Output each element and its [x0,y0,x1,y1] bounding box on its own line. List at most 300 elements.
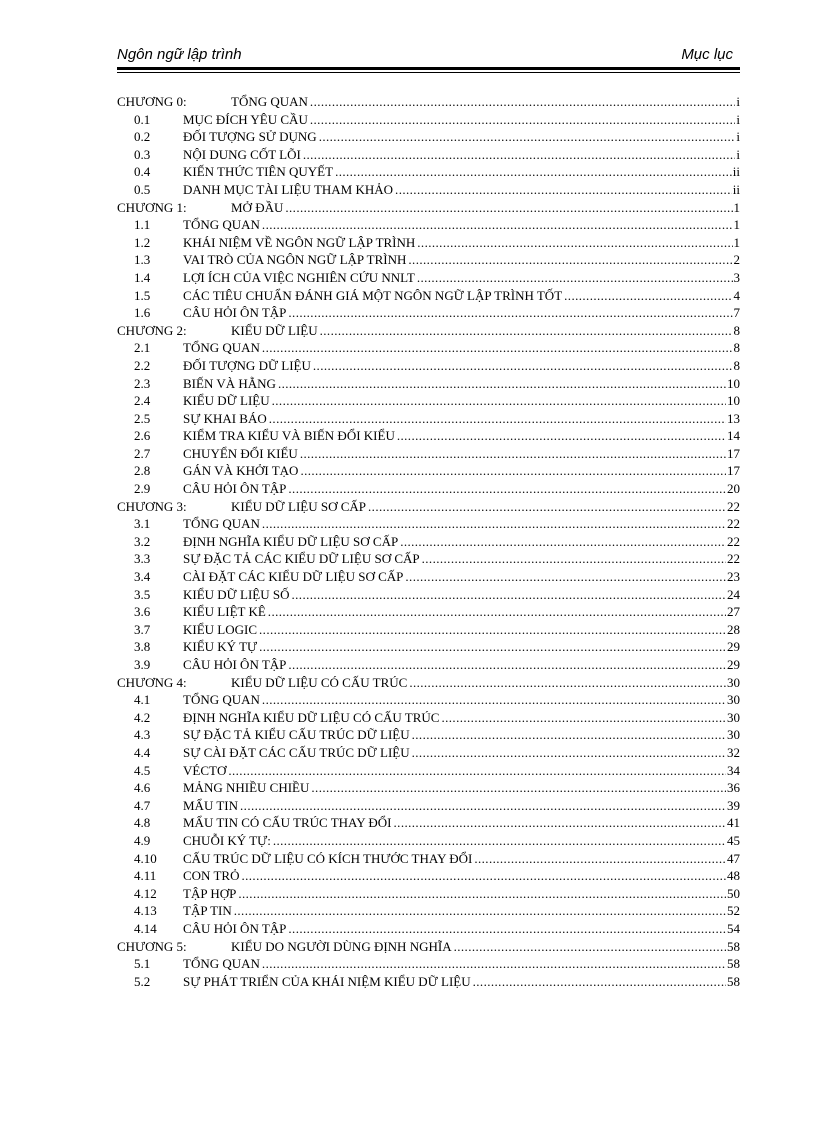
toc-entry-page-number: 41 [727,815,740,831]
toc-dot-leader [564,287,732,305]
toc-entry-leader [183,603,740,621]
toc-dot-leader [441,709,726,727]
toc-entry-number: 4.11 [134,868,157,884]
toc-entry-number: 4.5 [134,762,151,778]
toc-entry-page-number: 58 [727,938,740,954]
toc-entry-page-number: 10 [727,393,740,409]
toc-entry-leader [183,480,740,498]
toc-entry-number: 3.5 [134,586,151,602]
toc-entry-number: 3.9 [134,657,151,672]
toc-entry-page-number: 22 [727,533,740,549]
toc-entry-title: KIỂU DỮ LIỆU [231,322,318,338]
toc-dot-leader [473,973,726,991]
toc-entry-title: GÁN VÀ KHỞI TẠO [183,463,299,479]
toc-entry-title: SỰ PHÁT TRIỂN CỦA KHÁI NIỆM KIỂU DỮ LIỆU [183,973,471,989]
toc-entry-number: 3.7 [134,621,151,637]
toc-entry-page-number: 50 [727,885,740,901]
toc-entry-leader [183,832,740,850]
toc-dot-leader [288,480,726,498]
toc-entry-number: 1.2 [134,234,151,250]
toc-entry-leader [231,199,740,217]
toc-entry-title: KIỂU DỮ LIỆU [183,393,270,409]
toc-entry-leader [183,375,740,393]
toc-entry-number: 2.6 [134,428,151,444]
toc-section-entry [117,410,740,428]
toc-section-entry [117,304,740,322]
toc-dot-leader [228,762,726,780]
toc-entry-title: TỔNG QUAN [183,692,260,708]
toc-entry-leader [183,621,740,639]
toc-section-entry [117,691,740,709]
toc-entry-page-number: 30 [727,674,740,690]
toc-dot-leader [269,410,726,428]
toc-entry-leader [183,304,740,322]
toc-dot-leader [259,621,726,639]
toc-section-entry [117,181,740,199]
toc-dot-leader [262,955,726,973]
toc-section-entry [117,797,740,815]
toc-entry-page-number: 29 [727,639,740,655]
toc-entry-page-number: 24 [727,586,740,602]
toc-dot-leader [311,779,726,797]
toc-entry-page-number: 3 [733,269,740,285]
toc-entry-leader [183,779,740,797]
toc-entry-page-number: 1 [733,234,740,250]
toc-entry-number: 5.2 [134,973,151,989]
toc-entry-title: KHÁI NIỆM VỀ NGÔN NGỮ LẬP TRÌNH [183,234,416,250]
toc-entry-leader [183,445,740,463]
toc-entry-title: SỰ CÀI ĐẶT CÁC CẤU TRÚC DỮ LIỆU [183,744,410,760]
toc-chapter-entry [117,674,740,692]
toc-section-entry [117,427,740,445]
toc-dot-leader [335,163,732,181]
toc-entry-title: DANH MỤC TÀI LIỆU THAM KHẢO [183,181,394,197]
toc-entry-page-number: 39 [727,797,740,813]
toc-entry-title: KIỂU DO NGƯỜI DÙNG ĐỊNH NGHĨA [231,938,452,954]
toc-entry-number: 0.1 [134,111,151,127]
toc-entry-number: 2.5 [134,410,151,426]
toc-entry-page-number: 29 [727,657,740,672]
toc-entry-number: CHƯƠNG 0: [117,94,187,109]
toc-section-entry [117,832,740,850]
toc-entry-leader [183,216,740,234]
toc-section-entry [117,111,740,129]
toc-entry-number: 2.3 [134,375,151,391]
toc-section-entry [117,251,740,269]
toc-entry-number: CHƯƠNG 5: [117,938,187,954]
toc-entry-number: 4.8 [134,815,151,831]
toc-entry-page-number: 8 [733,340,740,356]
toc-chapter-entry [117,93,740,111]
toc-section-entry [117,445,740,463]
toc-dot-leader [262,691,726,709]
toc-entry-page-number: i [736,94,740,109]
toc-entry-leader [183,709,740,727]
toc-section-entry [117,568,740,586]
toc-entry-title: CÂU HỎI ÔN TẬP [183,481,287,497]
toc-dot-leader [288,304,732,322]
toc-entry-page-number: 17 [727,463,740,479]
toc-entry-leader [231,93,740,111]
toc-dot-leader [259,638,726,656]
toc-entry-leader [183,762,740,780]
toc-entry-number: 2.7 [134,445,151,461]
toc-dot-leader [303,146,736,164]
toc-dot-leader [368,498,726,516]
toc-entry-title: CÂU HỎI ÔN TẬP [183,657,287,672]
toc-entry-number: 0.4 [134,164,151,180]
toc-entry-leader [183,533,740,551]
toc-entry-number: CHƯƠNG 4: [117,674,187,690]
toc-section-entry [117,920,740,938]
toc-entry-number: 2.2 [134,357,151,373]
toc-chapter-entry [117,938,740,956]
toc-section-entry [117,850,740,868]
toc-entry-number: 0.5 [134,181,151,197]
toc-entry-number: 1.4 [134,269,151,285]
toc-entry-number: 2.9 [134,481,151,497]
toc-entry-number: 0.3 [134,146,151,162]
toc-entry-title: KIỂU DỮ LIỆU SỐ [183,586,290,602]
toc-entry-number: CHƯƠNG 1: [117,199,187,215]
toc-entry-title: TẬP TIN [183,903,232,919]
toc-entry-leader [183,867,740,885]
toc-entry-leader [231,498,740,516]
toc-entry-number: 3.8 [134,639,151,655]
toc-entry-title: KIỂU KÝ TỰ [183,639,258,655]
toc-entry-leader [183,726,740,744]
toc-dot-leader [310,93,735,111]
toc-entry-leader [183,902,740,920]
toc-dot-leader [238,885,726,903]
toc-dot-leader [474,850,726,868]
toc-entry-page-number: i [736,111,740,127]
toc-entry-page-number: i [736,129,740,145]
toc-entry-title: LỢI ÍCH CỦA VIỆC NGHIÊN CỨU NNLT [183,269,415,285]
toc-section-entry [117,814,740,832]
toc-section-entry [117,621,740,639]
toc-entry-title: CÂU HỎI ÔN TẬP [183,920,287,936]
toc-section-entry [117,128,740,146]
toc-entry-page-number: 17 [727,445,740,461]
toc-entry-number: 4.1 [134,692,151,708]
toc-entry-page-number: 4 [733,287,740,303]
toc-section-entry [117,234,740,252]
toc-entry-leader [183,691,740,709]
toc-entry-number: 5.1 [134,956,151,972]
toc-entry-title: CON TRỎ [183,868,240,884]
toc-entry-leader [183,850,740,868]
toc-entry-number: 3.3 [134,551,151,567]
toc-section-entry [117,392,740,410]
toc-dot-leader [300,462,726,480]
toc-entry-title: MẢNG NHIỀU CHIỀU [183,780,310,796]
toc-dot-leader [292,586,727,604]
toc-chapter-entry [117,322,740,340]
toc-entry-number: 2.1 [134,340,151,356]
header-rule-thick [117,67,740,70]
toc-entry-leader [183,515,740,533]
toc-entry-page-number: 2 [733,252,740,268]
toc-dot-leader [409,674,726,692]
page-header [117,44,737,64]
toc-section-entry [117,339,740,357]
toc-entry-number: 0.2 [134,129,151,145]
toc-entry-page-number: 8 [733,322,740,338]
toc-entry-leader [183,797,740,815]
table-of-contents [117,93,740,990]
toc-entry-number: 3.4 [134,569,151,585]
toc-section-entry [117,955,740,973]
toc-entry-leader [183,111,740,129]
toc-dot-leader [285,199,732,217]
toc-entry-page-number: 27 [727,604,740,620]
toc-entry-number: 4.10 [134,850,157,866]
toc-entry-number: 1.5 [134,287,151,303]
toc-entry-page-number: 52 [727,903,740,919]
toc-entry-leader [231,938,740,956]
toc-entry-title: BIẾN VÀ HẰNG [183,375,276,391]
toc-entry-number: CHƯƠNG 3: [117,498,187,514]
toc-entry-page-number: 10 [727,375,740,391]
toc-entry-page-number: 13 [727,410,740,426]
toc-entry-page-number: 1 [733,217,740,233]
toc-entry-title: ĐỊNH NGHĨA KIỂU DỮ LIỆU SƠ CẤP [183,533,399,549]
toc-section-entry [117,216,740,234]
toc-entry-number: 4.4 [134,744,151,760]
toc-entry-leader [231,674,740,692]
toc-entry-title: KIỂU LIỆT KÊ [183,604,266,620]
toc-dot-leader [319,128,736,146]
toc-dot-leader [412,744,726,762]
toc-dot-leader [422,550,726,568]
toc-entry-page-number: 48 [727,868,740,884]
toc-entry-number: 4.2 [134,709,151,725]
toc-entry-number: 4.6 [134,780,151,796]
toc-dot-leader [300,445,726,463]
toc-entry-title: MẨU TIN [183,797,239,813]
toc-entry-title: CÀI ĐẶT CÁC KIỂU DỮ LIỆU SƠ CẤP [183,569,404,585]
toc-entry-leader [231,322,740,340]
toc-entry-number: 3.2 [134,533,151,549]
toc-entry-title: KIỂU DỮ LIỆU CÓ CẤU TRÚC [231,674,408,690]
toc-entry-page-number: 14 [727,428,740,444]
toc-entry-title: TỔNG QUAN [183,516,260,532]
toc-entry-page-number: 54 [727,920,740,936]
toc-entry-page-number: 34 [727,762,740,778]
toc-entry-page-number: 47 [727,850,740,866]
toc-section-entry [117,726,740,744]
toc-entry-number: CHƯƠNG 2: [117,322,187,338]
toc-entry-page-number: 30 [727,709,740,725]
toc-dot-leader [397,427,726,445]
toc-entry-title: KIỂU LOGIC [183,621,258,637]
toc-dot-leader [417,234,732,252]
toc-entry-title: CẤU TRÚC DỮ LIỆU CÓ KÍCH THƯỚC THAY ĐỔI [183,850,473,866]
toc-entry-leader [183,656,740,674]
toc-dot-leader [240,797,726,815]
toc-entry-title: TỔNG QUAN [183,217,260,233]
toc-entry-title: ĐỐI TƯỢNG SỬ DỤNG [183,129,317,145]
toc-section-entry [117,656,740,674]
toc-entry-page-number: 36 [727,780,740,796]
toc-section-entry [117,902,740,920]
toc-entry-number: 4.12 [134,885,157,901]
toc-entry-page-number: 22 [727,498,740,514]
toc-entry-leader [183,146,740,164]
toc-entry-leader [183,357,740,375]
toc-entry-leader [183,287,740,305]
toc-entry-leader [183,920,740,938]
toc-entry-leader [183,638,740,656]
toc-section-entry [117,163,740,181]
toc-entry-number: 4.7 [134,797,151,813]
toc-entry-number: 1.6 [134,305,151,321]
toc-entry-leader [183,744,740,762]
toc-entry-title: SỰ KHAI BÁO [183,410,267,426]
toc-entry-title: KIỂM TRA KIỂU VÀ BIẾN ĐỔI KIỂU [183,428,395,444]
toc-section-entry [117,586,740,604]
toc-entry-title: MỞ ĐẦU [231,199,284,215]
toc-entry-leader [183,339,740,357]
toc-section-entry [117,287,740,305]
toc-entry-page-number: 7 [733,305,740,321]
toc-entry-number: 1.1 [134,217,151,233]
toc-dot-leader [394,814,726,832]
toc-section-entry [117,550,740,568]
toc-entry-title: VÉCTƠ [183,762,227,778]
toc-entry-page-number: 8 [733,357,740,373]
toc-entry-page-number: 22 [727,551,740,567]
toc-section-entry [117,375,740,393]
toc-dot-leader [454,938,726,956]
toc-entry-leader [183,392,740,410]
toc-entry-number: 4.13 [134,903,157,919]
toc-entry-leader [183,955,740,973]
toc-entry-title: VAI TRÒ CỦA NGÔN NGỮ LẬP TRÌNH [183,252,407,268]
toc-entry-title: CÂU HỎI ÔN TẬP [183,305,287,321]
toc-entry-leader [183,885,740,903]
toc-dot-leader [273,832,726,850]
toc-entry-page-number: 23 [727,569,740,585]
toc-entry-leader [183,269,740,287]
header-section-title: Mục lục [681,46,733,63]
toc-entry-number: 3.6 [134,604,151,620]
toc-entry-title: MẨU TIN CÓ CẤU TRÚC THAY ĐỔI [183,815,392,831]
toc-entry-leader [183,550,740,568]
toc-entry-leader [183,586,740,604]
toc-section-entry [117,357,740,375]
toc-entry-page-number: 32 [727,744,740,760]
toc-entry-title: ĐỊNH NGHĨA KIỂU DỮ LIỆU CÓ CẤU TRÚC [183,709,440,725]
toc-section-entry [117,638,740,656]
toc-entry-leader [183,128,740,146]
toc-entry-leader [183,973,740,991]
toc-section-entry [117,603,740,621]
toc-section-entry [117,462,740,480]
toc-section-entry [117,269,740,287]
toc-entry-leader [183,427,740,445]
toc-dot-leader [288,656,726,674]
toc-dot-leader [400,533,726,551]
toc-section-entry [117,973,740,991]
toc-entry-page-number: ii [732,164,740,180]
toc-entry-leader [183,251,740,269]
toc-dot-leader [262,216,733,234]
toc-dot-leader [272,392,726,410]
toc-entry-leader [183,410,740,428]
toc-entry-page-number: 20 [727,481,740,497]
toc-section-entry [117,762,740,780]
toc-section-entry [117,779,740,797]
toc-entry-page-number: 58 [727,956,740,972]
toc-entry-number: 4.14 [134,920,157,936]
toc-entry-page-number: 28 [727,621,740,637]
toc-entry-leader [183,181,740,199]
toc-dot-leader [320,322,733,340]
toc-entry-number: 2.4 [134,393,151,409]
toc-entry-page-number: 1 [733,199,740,215]
toc-entry-title: TỔNG QUAN [231,94,308,109]
toc-entry-page-number: 45 [727,832,740,848]
toc-entry-title: KIỂU DỮ LIỆU SƠ CẤP [231,498,367,514]
toc-entry-page-number: 30 [727,727,740,743]
toc-entry-title: TẬP HỢP [183,885,237,901]
toc-entry-number: 3.1 [134,516,151,532]
toc-entry-title: CHUYỂN ĐỔI KIỂU [183,445,298,461]
toc-entry-title: TỔNG QUAN [183,956,260,972]
toc-section-entry [117,480,740,498]
toc-entry-page-number: i [736,146,740,162]
header-rule-thin [117,72,740,73]
toc-chapter-entry [117,498,740,516]
toc-entry-title: CHUỖI KÝ TỰ: [183,832,271,848]
toc-dot-leader [412,726,726,744]
toc-chapter-entry [117,199,740,217]
toc-entry-title: TỔNG QUAN [183,340,260,356]
toc-section-entry [117,709,740,727]
toc-dot-leader [268,603,726,621]
toc-entry-page-number: ii [732,181,740,197]
header-book-title: Ngôn ngữ lập trình [117,46,242,63]
toc-entry-leader [183,234,740,252]
toc-dot-leader [408,251,732,269]
toc-dot-leader [310,111,736,129]
toc-section-entry [117,146,740,164]
toc-entry-number: 2.8 [134,463,151,479]
toc-entry-leader [183,568,740,586]
toc-dot-leader [262,515,726,533]
toc-dot-leader [278,375,726,393]
toc-entry-number: 1.3 [134,252,151,268]
toc-entry-title: NỘI DUNG CỐT LÕI [183,146,301,162]
toc-section-entry [117,515,740,533]
toc-dot-leader [395,181,732,199]
toc-entry-title: CÁC TIÊU CHUẨN ĐÁNH GIÁ MỘT NGÔN NGỮ LẬP TRÌNH TỐT [183,287,563,303]
toc-entry-title: KIẾN THỨC TIÊN QUYẾT [183,164,334,180]
toc-entry-number: 4.3 [134,727,151,743]
toc-dot-leader [234,902,726,920]
toc-dot-leader [417,269,733,287]
toc-entry-title: ĐỐI TƯỢNG DỮ LIỆU [183,357,311,373]
toc-section-entry [117,744,740,762]
toc-entry-page-number: 22 [727,516,740,532]
toc-entry-title: MỤC ĐÍCH YÊU CẦU [183,111,308,127]
toc-entry-number: 4.9 [134,832,151,848]
toc-entry-page-number: 58 [727,973,740,989]
toc-entry-page-number: 30 [727,692,740,708]
toc-dot-leader [405,568,726,586]
